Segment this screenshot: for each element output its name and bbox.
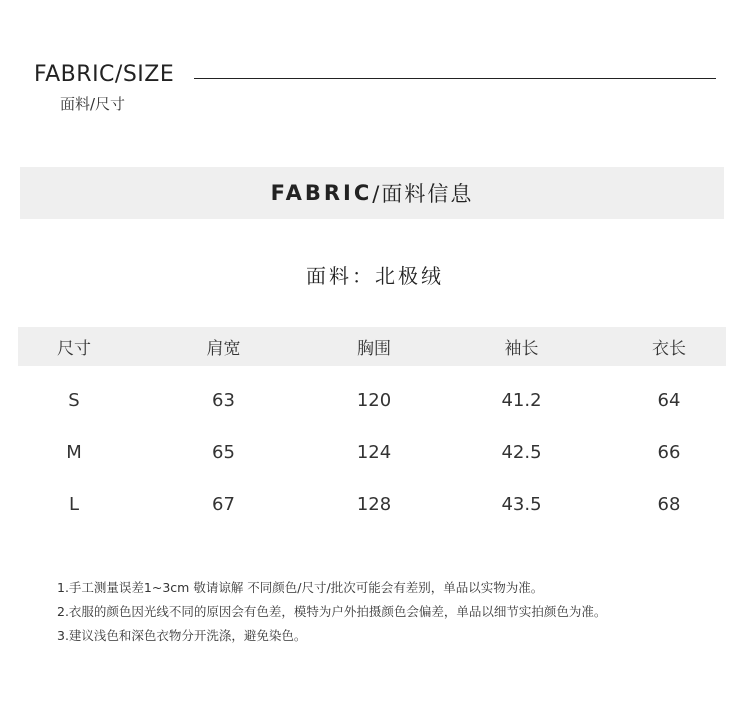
table-cell: 64 xyxy=(657,389,681,411)
column-header-size: 尺寸 xyxy=(57,339,91,359)
table-cell: 65 xyxy=(212,441,235,463)
table-cell: 120 xyxy=(356,389,392,411)
column-header-chest: 胸围 xyxy=(357,339,391,359)
note-item: 3.建议浅色和深色衣物分开洗涤，避免染色。 xyxy=(57,628,307,643)
table-cell: S xyxy=(68,389,80,411)
table-cell: 68 xyxy=(657,493,681,515)
table-cell: 67 xyxy=(212,493,235,515)
column-header-shoulder: 肩宽 xyxy=(206,339,241,359)
table-cell: 128 xyxy=(356,493,392,515)
column-header-length: 衣长 xyxy=(652,339,686,359)
table-cell: 124 xyxy=(356,441,392,463)
material-info: 面料：北极绒 xyxy=(306,264,444,288)
table-row xyxy=(18,374,726,426)
table-cell: 63 xyxy=(212,389,235,411)
table-cell: 66 xyxy=(657,441,681,463)
table-cell: L xyxy=(68,493,80,515)
note-item: 1.手工测量误差1~3cm 敬请谅解 不同颜色/尺寸/批次可能会有差别，单品以实物为准。 xyxy=(57,580,544,595)
fabric-banner-en: FABRIC xyxy=(270,181,373,205)
title-divider xyxy=(194,78,716,79)
table-row xyxy=(18,478,726,530)
section-title: FABRIC/SIZE xyxy=(34,62,175,87)
fabric-banner xyxy=(20,167,724,219)
table-cell: 42.5 xyxy=(501,441,542,463)
care-notes xyxy=(57,576,606,648)
table-cell: 41.2 xyxy=(501,389,542,411)
table-cell: 43.5 xyxy=(501,493,542,515)
table-header-row xyxy=(18,327,726,366)
section-subtitle: 面料/尺寸 xyxy=(60,95,126,113)
table-row xyxy=(18,426,726,478)
fabric-banner-zh: /面料信息 xyxy=(372,182,474,206)
note-item: 2.衣服的颜色因光线不同的原因会有色差，模特为户外拍摄颜色会偏差，单品以细节实拍颜色为准。 xyxy=(57,604,607,619)
table-cell: M xyxy=(66,441,82,463)
column-header-sleeve: 袖长 xyxy=(504,339,539,359)
size-table xyxy=(18,327,726,530)
